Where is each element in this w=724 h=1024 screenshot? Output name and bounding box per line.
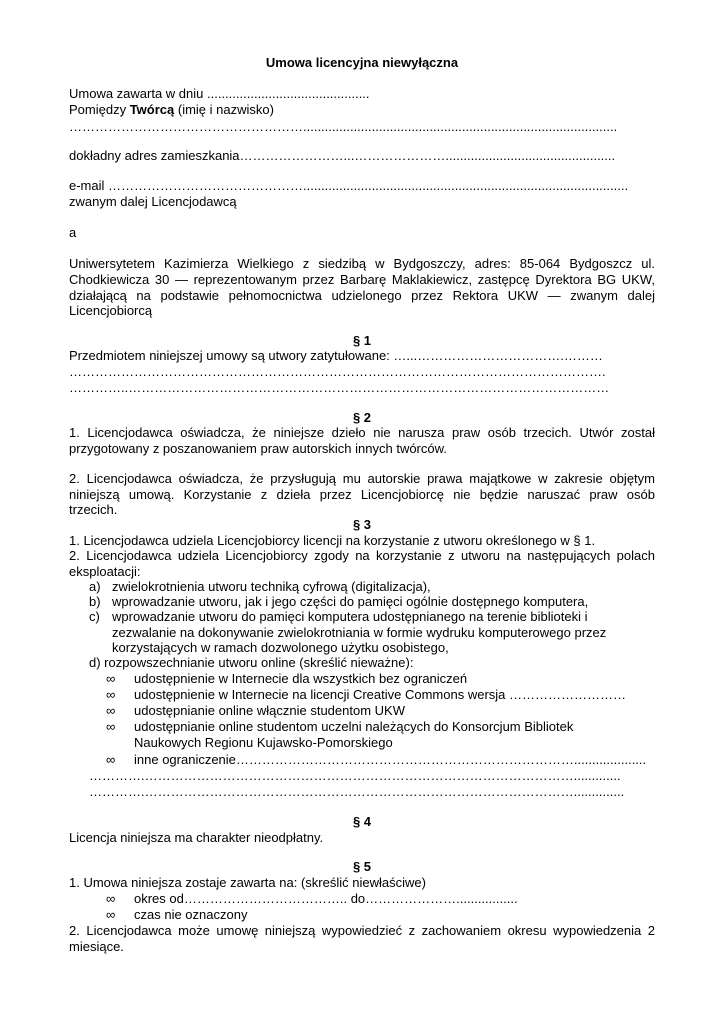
item-c-label: c) (89, 609, 100, 624)
university-line-4: Licencjobiorcą (69, 303, 153, 318)
university-line-1: Uniwersytetem Kazimierza Wielkiego z siedzibą w Bydgoszczy, adres: 85-064 Bydgoszcz ul. (69, 256, 655, 271)
item-c-line-3: korzystających w ramach dozwolonego użytku osobistego, (112, 640, 449, 655)
section-1-dots-2: …………..………………………………………………………………………………………………… (69, 380, 610, 395)
university-line-3: działającą na podstawie pełnomocnictwa udzielonego przez Rektora UKW — zwanym dalej (69, 288, 655, 303)
option-d4-line-1: udostępnianie online studentom uczelni należących do Konsorcjum Bibliotek (134, 719, 574, 734)
address-line: dokładny adres zamieszkania……………………...…………………............................................... (69, 148, 616, 163)
and-line: a (69, 225, 77, 240)
section-1-heading: § 1 (352, 333, 372, 348)
section-2-heading: § 2 (352, 410, 372, 425)
option-d1: udostępnienie w Internecie dla wszystkich bez ograniczeń (134, 671, 468, 686)
item-b-text: wprowadzanie utworu, jak i jego części do pamięci ogólnie dostępnego komputera, (112, 594, 589, 609)
between-post: (imię i nazwisko) (174, 102, 274, 117)
section-2-p2-line-1: 2. Licencjodawca oświadcza, że przysługują mu autorskie prawa majątkowe w zakresie objętym (69, 471, 655, 486)
infinity-bullet-icon: ∞ (106, 671, 116, 686)
page-title: Umowa licencyjna niewyłączna (265, 55, 459, 70)
date-line: Umowa zawarta w dniu ............................................. (69, 86, 370, 101)
item-b-label: b) (89, 594, 101, 609)
section-3-dots-2: ………….……………………………………………………………………………………….............. (89, 784, 625, 799)
infinity-bullet-icon: ∞ (106, 687, 116, 702)
section-3-p2-line-1: 2. Licencjodawca udziela Licencjobiorcy zgody na korzystanie z utworu na następujących polach (69, 548, 655, 563)
section-5-p2-line-1: 2. Licencjodawca może umowę niniejszą wypowiedzieć z zachowaniem okresu wypowiedzenia 2 (69, 923, 655, 938)
option-d4-line-2: Naukowych Regionu Kujawsko-Pomorskiego (134, 735, 393, 750)
option-d2: udostępnienie w Internecie na licencji Creative Commons wersja ……………………… (134, 687, 627, 702)
name-dots: ………………………………………………....................................................................................... (69, 119, 618, 134)
infinity-bullet-icon: ∞ (106, 907, 116, 922)
between-line (69, 102, 274, 118)
option-d3: udostępnianie online włącznie studentom UKW (134, 703, 405, 718)
section-2-p2-line-3: trzecich. (69, 502, 118, 517)
section-4-text: Licencja niniejsza ma charakter nieodpłatny. (69, 830, 324, 845)
section-1-dots-1: ……………………………………………………………………………………………………………. (69, 364, 606, 379)
item-d-text: d) rozpowszechnianie utworu online (skreślić nieważne): (89, 655, 414, 670)
email-line: e-mail ……………………………………….......................................................................................... (69, 178, 629, 193)
infinity-bullet-icon: ∞ (106, 703, 116, 718)
section-2-p1-line-2: przygotowany z poszanowaniem praw autorskich innych twórców. (69, 441, 447, 456)
option-d5: inne ograniczenie…………………………………………………………………….................... (134, 752, 647, 767)
infinity-bullet-icon: ∞ (106, 752, 116, 767)
option-period: okres od……………………………….. do…………………................. (134, 891, 518, 906)
section-1-text: Przedmiotem niniejszej umowy są utwory zatytułowane: …...…………………………….……… (69, 348, 603, 363)
section-3-p1: 1. Licencjodawca udziela Licencjobiorcy licencji na korzystanie z utworu określonego w § 1. (69, 533, 596, 548)
infinity-bullet-icon: ∞ (106, 891, 116, 906)
section-4-heading: § 4 (352, 814, 372, 829)
university-line-2: Chodkiewicza 30 — reprezentowanym przez Barbarę Maklakiewicz, zastępcę Dyrektora BG UKW, (69, 272, 655, 287)
section-3-heading: § 3 (352, 517, 372, 532)
option-indefinite: czas nie oznaczony (134, 907, 248, 922)
item-c-line-1: wprowadzanie utworu do pamięci komputera udostępnianego na terenie biblioteki i (112, 609, 588, 624)
section-2-p1-line-1: 1. Licencjodawca oświadcza, że niniejsze dzieło nie narusza praw osób trzecich. Utwór został (69, 425, 655, 440)
licensor-line: zwanym dalej Licencjodawcą (69, 194, 237, 209)
item-c-line-2: zezwalanie na dokonywanie zwielokrotniania w formie wydruku komputerowego przez (112, 625, 607, 640)
section-5-heading: § 5 (352, 859, 372, 874)
item-a-label: a) (89, 579, 101, 594)
infinity-bullet-icon: ∞ (106, 719, 116, 734)
section-5-p1: 1. Umowa niniejsza zostaje zawarta na: (skreślić niewłaściwe) (69, 875, 426, 890)
section-3-p2-line-2: eksploatacji: (69, 564, 141, 579)
author-label: Twórcą (129, 102, 175, 117)
section-3-dots-1: ………….………………………………………………………………………………………............. (89, 768, 621, 783)
section-5-p2-line-2: miesiące. (69, 939, 124, 954)
item-a-text: zwielokrotnienia utworu techniką cyfrową (digitalizacja), (112, 579, 431, 594)
section-2-p2-line-2: niniejszą umową. Korzystanie z dzieła przez Licencjobiorcę nie będzie naruszać praw osób (69, 487, 655, 502)
between-pre: Pomiędzy (69, 102, 130, 117)
